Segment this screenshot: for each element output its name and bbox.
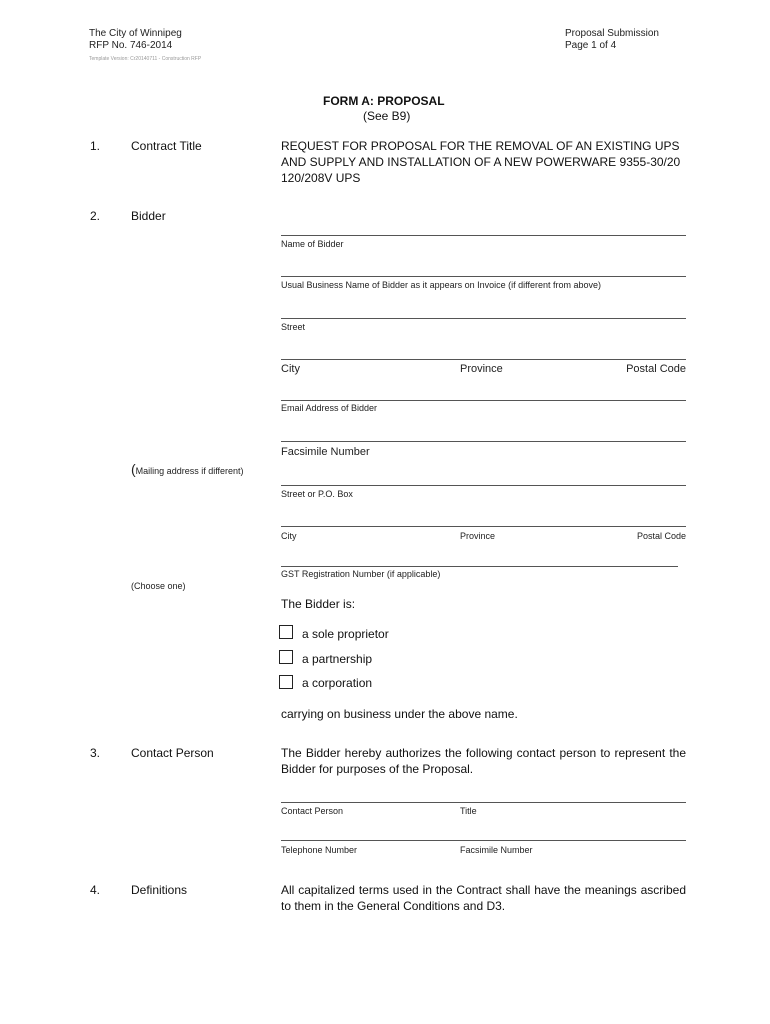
contact-person-line[interactable]	[281, 802, 686, 803]
section-4-label: Definitions	[131, 883, 188, 897]
sole-proprietor-label: a sole proprietor	[302, 627, 389, 641]
section-3-number: 3.	[90, 746, 101, 760]
partnership-label: a partnership	[302, 652, 373, 666]
city-caption: City	[281, 363, 300, 375]
section-4-number: 4.	[90, 883, 101, 897]
bidder-is-label: The Bidder is:	[281, 597, 356, 611]
email-caption: Email Address of Bidder	[281, 403, 378, 413]
telephone-caption: Telephone Number	[281, 845, 358, 855]
header-page-number: Page 1 of 4	[565, 40, 617, 51]
section-2-label: Bidder	[131, 209, 166, 223]
mailing-city-caption: City	[281, 531, 297, 541]
street-line[interactable]	[281, 318, 686, 319]
contract-title-value: REQUEST FOR PROPOSAL FOR THE REMOVAL OF AN EXISTING UPS AND SUPPLY AND INSTALLATION OF A NEW POWERWARE 9355-30/20 120/208V UPS	[281, 139, 681, 185]
sole-proprietor-checkbox[interactable]	[279, 625, 293, 639]
header-proposal-submission: Proposal Submission	[565, 28, 659, 39]
section-1-number: 1.	[90, 139, 101, 153]
name-of-bidder-line[interactable]	[281, 235, 686, 236]
contact-title-caption: Title	[460, 806, 477, 816]
partnership-checkbox[interactable]	[279, 650, 293, 664]
postal-code-caption: Postal Code	[626, 363, 686, 375]
contact-authorization-text: The Bidder hereby authorizes the following contact person to represent the Bidder for purposes of the Proposal.	[281, 746, 686, 776]
contact-person-caption: Contact Person	[281, 806, 344, 816]
business-name-line[interactable]	[281, 276, 686, 277]
form-title: FORM A: PROPOSAL	[323, 94, 445, 108]
province-caption: Province	[460, 363, 503, 375]
section-1-label: Contract Title	[131, 139, 202, 153]
section-3-label: Contact Person	[131, 746, 214, 760]
contact-facsimile-caption: Facsimile Number	[460, 845, 533, 855]
telephone-line[interactable]	[281, 840, 686, 841]
carrying-on-text: carrying on business under the above name.	[281, 707, 518, 721]
mailing-address-note	[131, 461, 244, 477]
section-2-number: 2.	[90, 209, 101, 223]
name-of-bidder-caption: Name of Bidder	[281, 239, 344, 249]
mailing-province-caption: Province	[460, 531, 496, 541]
mailing-postal-caption: Postal Code	[636, 531, 686, 541]
header-rfp-number: RFP No. 746-2014	[89, 40, 173, 51]
definitions-text: All capitalized terms used in the Contract shall have the meanings ascribed to them in the General Conditions and D3.	[281, 883, 686, 913]
facsimile-caption: Facsimile Number	[281, 446, 370, 458]
street-po-caption: Street or P.O. Box	[281, 489, 353, 499]
choose-one-note: (Choose one)	[131, 581, 186, 591]
business-name-caption: Usual Business Name of Bidder as it appears on Invoice (if different from above)	[281, 280, 601, 290]
street-po-line[interactable]	[281, 485, 686, 486]
header-city: The City of Winnipeg	[89, 28, 182, 39]
mailing-paren: (	[131, 461, 136, 477]
corporation-label: a corporation	[302, 676, 373, 690]
mailing-note-text: Mailing address if different)	[135, 466, 244, 476]
gst-caption: GST Registration Number (if applicable)	[281, 569, 441, 579]
header-template-version: Template Version: Cr20140711 - Construction RFP	[89, 56, 202, 62]
city-province-postal-line[interactable]	[281, 359, 686, 360]
street-caption: Street	[281, 322, 306, 332]
form-subtitle: (See B9)	[363, 109, 411, 123]
facsimile-line[interactable]	[281, 441, 686, 442]
gst-line[interactable]	[281, 566, 678, 567]
corporation-checkbox[interactable]	[279, 675, 293, 689]
mailing-city-line[interactable]	[281, 526, 686, 527]
email-line[interactable]	[281, 400, 686, 401]
